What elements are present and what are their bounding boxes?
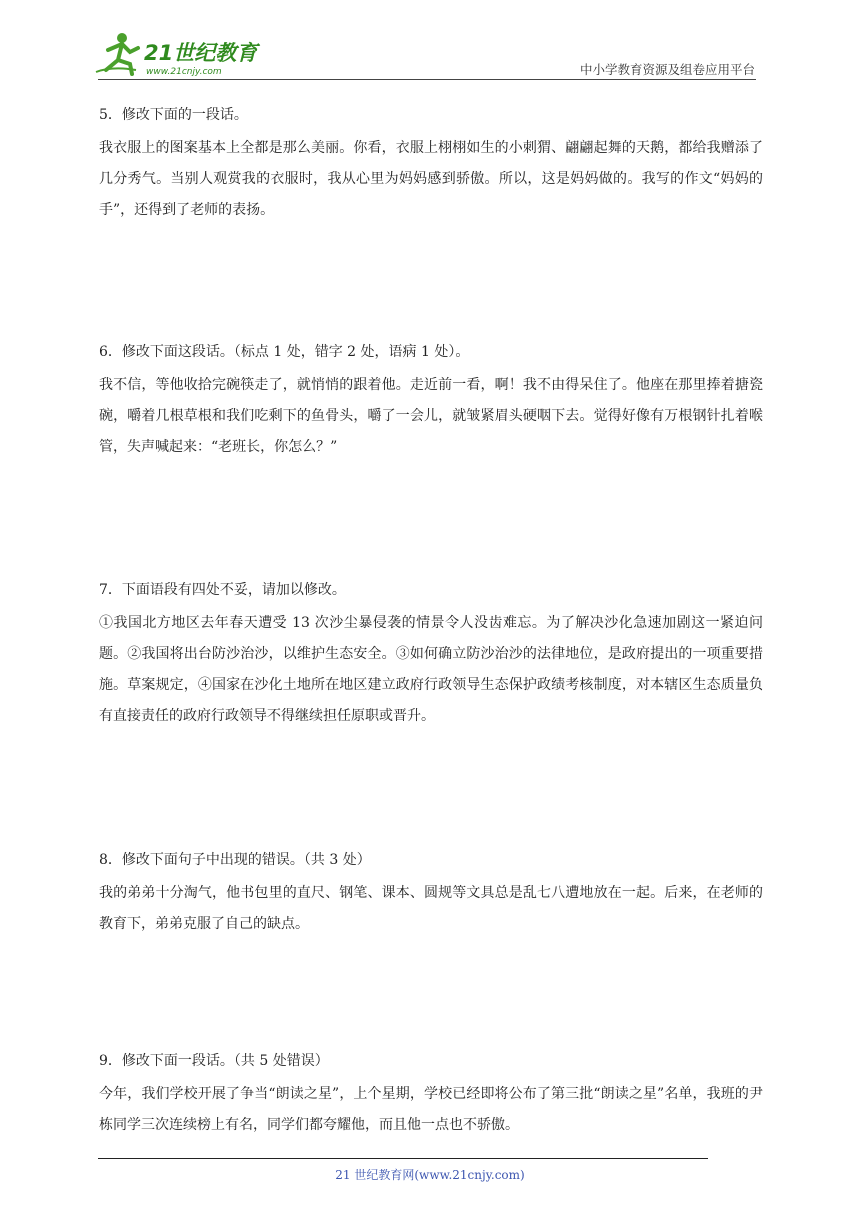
- question-5: [99, 105, 763, 226]
- question-7: [99, 580, 763, 732]
- runner-icon: [96, 33, 138, 74]
- question-title: 9．修改下面一段话。（共 5 处错误）: [99, 1053, 329, 1069]
- logo-url: www.21cnjy.com: [146, 67, 222, 77]
- logo-text: 21世纪教育: [144, 41, 258, 65]
- footer-link[interactable]: 21 世纪教育网(www.21cnjy.com): [335, 1168, 525, 1182]
- site-logo: [92, 30, 262, 80]
- header-divider: [98, 79, 756, 80]
- question-6: [99, 342, 763, 463]
- footer-divider: [98, 1158, 708, 1159]
- question-title: 7．下面语段有四处不妥，请加以修改。: [99, 582, 346, 598]
- question-body: 今年，我们学校开展了争当“朗读之星”，上个星期，学校已经即将公布了第三批“朗读之星”名单，我班的尹栋同学三次连续榜上有名，同学们都夸耀他，而且他一点也不骄傲。: [99, 1086, 763, 1133]
- question-title: 5．修改下面的一段话。: [99, 107, 248, 123]
- question-body: 我不信，等他收拾完碗筷走了，就悄悄的跟着他。走近前一看，啊！我不由得呆住了。他座在那里捧着搪瓷碗，嚼着几根草根和我们吃剩下的鱼骨头，嚼了一会儿，就皱紧眉头硬咽下去。觉得好像有万根钢针扎着喉管，失声喊起来：“老班长，你怎么？”: [99, 377, 763, 455]
- question-body: ①我国北方地区去年春天遭受 13 次沙尘暴侵袭的情景令人没齿难忘。为了解决沙化急速加剧这一紧迫问题。②我国将出台防沙治沙，以维护生态安全。③如何确立防沙治沙的法律地位，是政府提出的一项重要措施。草案规定，④国家在沙化土地所在地区建立政府行政领导生态保护政绩考核制度，对本辖区生态质量负有直接责任的政府行政领导不得继续担任原职或晋升。: [99, 615, 763, 724]
- question-8: [99, 850, 763, 940]
- question-title: 8．修改下面句子中出现的错误。（共 3 处）: [99, 852, 371, 868]
- question-9: [99, 1051, 763, 1141]
- page-header: [0, 0, 860, 90]
- platform-name: 中小学教育资源及组卷应用平台: [579, 62, 755, 77]
- question-title: 6．修改下面这段话。（标点 1 处，错字 2 处，语病 1 处）。: [99, 344, 470, 360]
- question-body: 我的弟弟十分淘气，他书包里的直尺、钢笔、课本、圆规等文具总是乱七八遭地放在一起。后来，在老师的教育下，弟弟克服了自己的缺点。: [99, 885, 763, 932]
- question-body: 我衣服上的图案基本上全都是那么美丽。你看，衣服上栩栩如生的小刺猬、翩翩起舞的天鹅，都给我赠添了几分秀气。当别人观赏我的衣服时，我从心里为妈妈感到骄傲。所以，这是妈妈做的。我写的作文“妈妈的手”，还得到了老师的表扬。: [99, 140, 763, 218]
